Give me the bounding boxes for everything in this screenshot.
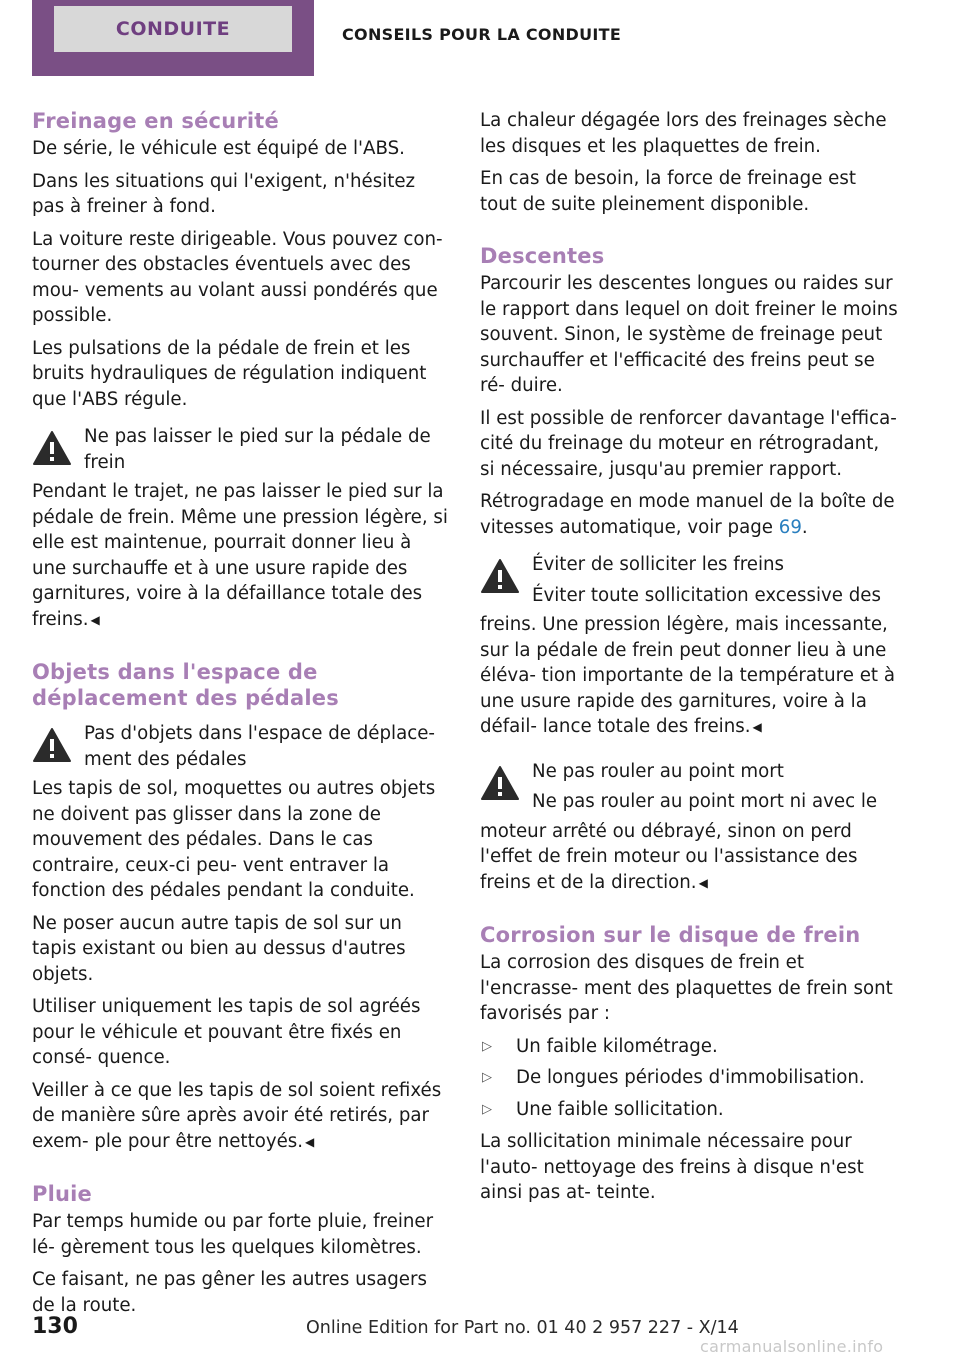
heading-freinage: Freinage en sécurité — [32, 109, 279, 133]
warning-title: Pas d'objets dans l'espace de déplace‐ ment des pédales — [84, 723, 435, 770]
heading-objets: Objets dans l'espace de déplacement des pédales — [32, 660, 339, 710]
triangle-bullet-icon: ▷ — [482, 1101, 492, 1117]
page-link[interactable]: 69 — [778, 516, 802, 538]
warning-triangle-icon — [32, 721, 82, 777]
paragraph: Les tapis de sol, moquettes ou autres objets ne doivent pas glisser dans la zone de mouvement des pédales. Dans le cas contraire, ceux-ci peu‐ vent entraver la fonction des pédales pendant la conduite. — [32, 778, 436, 901]
end-mark-icon: ◀ — [305, 1134, 315, 1149]
end-mark-icon: ◀ — [698, 875, 708, 890]
heading-pluie: Pluie — [32, 1182, 92, 1206]
paragraph: La voiture reste dirigeable. Vous pouvez con‐ tourner des obstacles éventuels avec des mou‐ vements au volant aussi pondérés que possible. — [32, 228, 443, 326]
warning-triangle-icon — [480, 552, 530, 613]
warning-first-line: Ne pas rouler au point mort ni avec le — [532, 791, 878, 812]
end-mark-icon: ◀ — [90, 612, 100, 627]
triangle-bullet-icon: ▷ — [482, 1070, 492, 1085]
paragraph: En cas de besoin, la force de freinage est tout de suite pleinement disponible. — [480, 168, 856, 215]
section-tab — [32, 0, 314, 76]
watermark: carmanualsonline.info — [700, 1337, 884, 1356]
heading-descentes: Descentes — [480, 244, 605, 268]
warning-block — [32, 721, 450, 777]
warning-title: Ne pas laisser le pied sur la pédale de frein — [84, 426, 431, 473]
warning-triangle-icon — [32, 424, 82, 480]
warning-body: freins. Une pression légère, mais incessante, sur la pédale de frein peut donner lieu à une éléva‐ tion importante de la température et à une usure rapide des garnitures, voire à la défail‐ lance totale des freins. ◀ — [480, 614, 895, 737]
paragraph: Les pulsations de la pédale de frein et les bruits hydrauliques de régulation indiquent que l'ABS régule. — [32, 337, 427, 410]
paragraph: Il est possible de renforcer davantage l'effica‐ cité du freinage du moteur en rétrogradant, si nécessaire, jusqu'au premier rapport. — [480, 407, 897, 480]
warning-body: moteur arrêté ou débrayé, sinon on perd l'effet de frein moteur ou l'assistance des freins et de la direction. ◀ — [480, 820, 858, 893]
bullet-list — [480, 1034, 898, 1123]
warning-block — [32, 424, 450, 480]
paragraph: Rétrogradage en mode manuel de la boîte de vitesses automatique, voir page 69. — [480, 491, 895, 538]
warning-first-line: Éviter toute sollicitation excessive des — [532, 584, 881, 606]
triangle-bullet-icon: ▷ — [482, 1038, 492, 1054]
warning-title: Éviter de solliciter les freins — [532, 554, 785, 575]
warning-body: Pendant le trajet, ne pas laisser le pied sur la pédale de frein. Même une pression légère, si elle est maintenue, pourrait donner lieu à une surchauffe et à une usure rapide des garnitures, voire à la défaillance totale des freins. ◀ — [32, 481, 448, 630]
heading-corrosion: Corrosion sur le disque de frein — [480, 923, 861, 947]
list-item: ▷ Une faible sollicitation. — [480, 1097, 898, 1123]
warning-block — [480, 759, 898, 820]
paragraph: Utiliser uniquement les tapis de sol agréés pour le véhicule et pouvant être fixés en consé‐ quence. — [32, 996, 421, 1068]
paragraph: Par temps humide ou par forte pluie, freiner lé‐ gèrement tous les quelques kilomètres. — [32, 1211, 434, 1258]
warning-block — [480, 552, 898, 613]
list-item: ▷ Un faible kilométrage. — [480, 1034, 898, 1060]
page-number: 130 — [32, 1314, 78, 1339]
right-column — [480, 108, 898, 1213]
list-item: ▷ De longues périodes d'immobilisation. — [480, 1065, 898, 1091]
paragraph: Parcourir les descentes longues ou raides sur le rapport dans lequel on doit freiner le moins souvent. Sinon, le système de freinage peut surchauffer et l'efficacité des freins peut se ré‐ duire. — [480, 273, 898, 396]
paragraph: Dans les situations qui l'exigent, n'hésitez pas à freiner à fond. — [32, 170, 416, 217]
paragraph: La corrosion des disques de frein et l'encrasse‐ ment des plaquettes de frein sont favorisés par : — [480, 952, 893, 1024]
paragraph: Ne poser aucun autre tapis de sol sur un tapis existant ou bien au dessus d'autres objets. — [32, 912, 406, 985]
warning-triangle-icon — [480, 759, 530, 820]
paragraph: Ce faisant, ne pas gêner les autres usagers de la route. — [32, 1269, 427, 1316]
paragraph: Veiller à ce que les tapis de sol soient refixés de manière sûre après avoir été retirés, par exem‐ ple pour être nettoyés. ◀ — [32, 1079, 442, 1152]
edition-footer: Online Edition for Part no. 01 40 2 957 227 - X/14 — [306, 1318, 739, 1338]
left-column — [32, 108, 450, 1325]
paragraph: De série, le véhicule est équipé de l'ABS. — [32, 138, 405, 159]
end-mark-icon: ◀ — [752, 720, 762, 734]
page-header-title: CONSEILS POUR LA CONDUITE — [342, 25, 622, 44]
section-tab-label: CONDUITE — [54, 6, 292, 52]
paragraph: La chaleur dégagée lors des freinages sèche les disques et les plaquettes de frein. — [480, 110, 887, 157]
warning-title: Ne pas rouler au point mort — [532, 760, 784, 782]
paragraph: La sollicitation minimale nécessaire pour l'auto‐ nettoyage des freins à disque n'est ainsi pas at‐ teinte. — [480, 1131, 864, 1203]
